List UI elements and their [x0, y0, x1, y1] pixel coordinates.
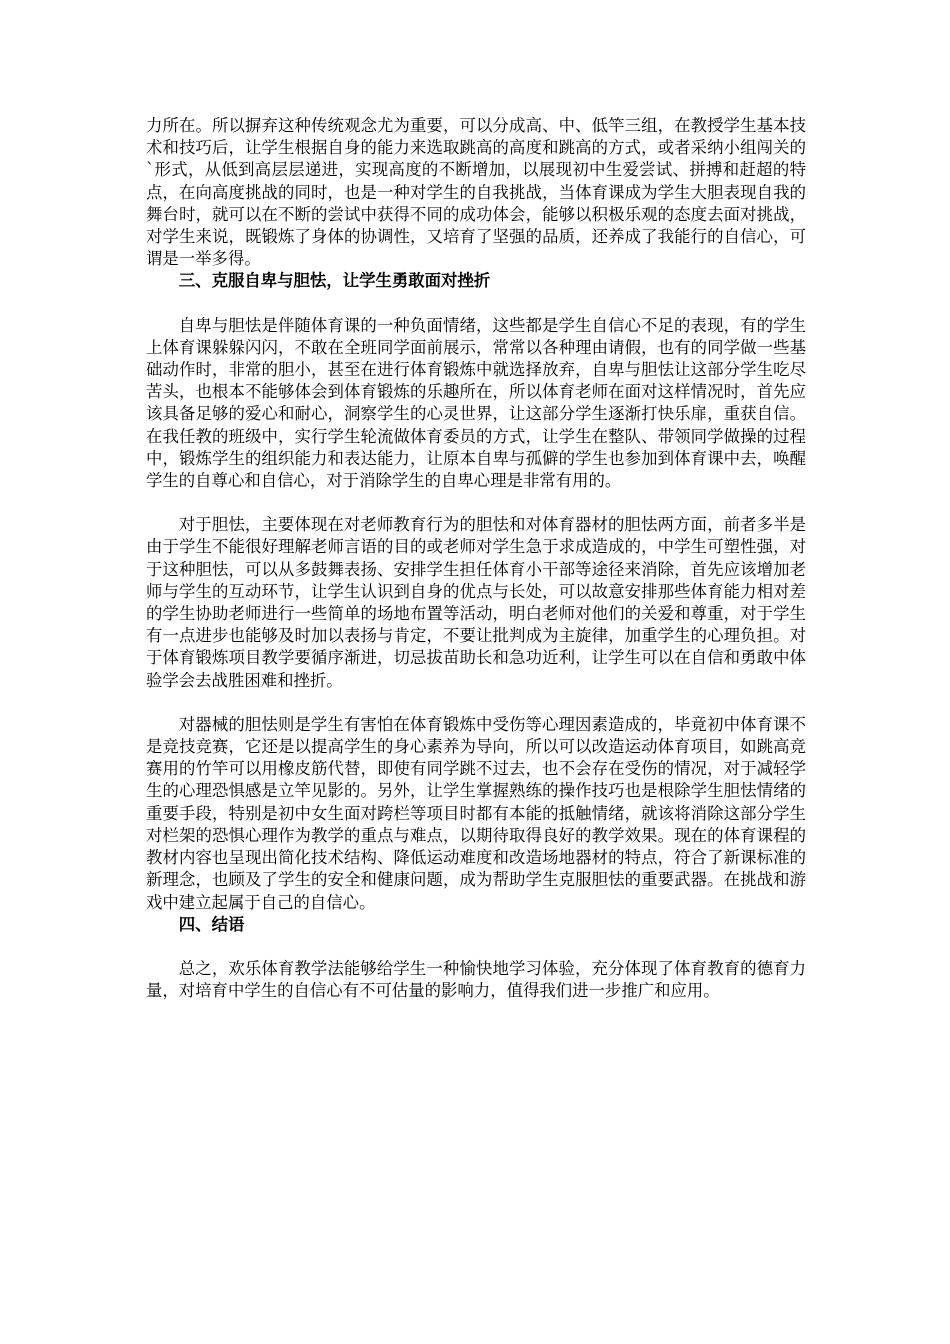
document-page	[146, 115, 806, 1002]
section-heading-3: 三、克服自卑与胆怯，让学生勇敢面对挫折	[178, 271, 491, 291]
section-heading-4: 四、结语	[178, 914, 245, 934]
body-paragraph-conclusion: 总之，欢乐体育教学法能够给学生一种愉快地学习体验，充分体现了体育教育的德育力量，对培育中学生的自信心有不可估量的影响力，值得我们进一步推广和应用。	[146, 958, 806, 1001]
body-paragraph: 自卑与胆怯是伴随体育课的一种负面情绪，这些都是学生自信心不足的表现，有的学生上体育课躲躲闪闪，不敢在全班同学面前展示，常常以各种理由请假，也有的同学做一些基础动作时，非常的胆小，甚至在进行体育锻炼中就选择放弃，自卑与胆怯让这部分学生吃尽苦头，也根本不能够体会到体育锻炼的乐趣所在，所以体育老师在面对这样情况时，首先应该具备足够的爱心和耐心，洞察学生的心灵世界，让这部分学生逐渐打快乐扉，重获自信。在我任教的班级中，实行学生轮流做体育委员的方式，让学生在整队、带领同学做操的过程中，锻炼学生的组织能力和表达能力，让原本自卑与孤僻的学生也参加到体育课中去，唤醒学生的自尊心和自信心，对于消除学生的自卑心理是非常有用的。	[146, 315, 806, 491]
body-paragraph: 对器械的胆怯则是学生有害怕在体育锻炼中受伤等心理因素造成的，毕竟初中体育课不是竞技竞赛，它还是以提高学生的身心素养为导向，所以可以改造运动体育项目，如跳高竞赛用的竹竿可以用橡皮筋代替，即使有同学跳不过去，也不会存在受伤的情况，对于减轻学生的心理恐惧感是立竿见影的。另外，让学生掌握熟练的操作技巧也是根除学生胆怯情绪的重要手段，特别是初中女生面对跨栏等项目时都有本能的抵触情绪，就该将消除这部分学生对栏架的恐惧心理作为教学的重点与难点，以期待取得良好的教学效果。现在的体育课程的教材内容也呈现出简化技术结构、降低运动难度和改造场地器材的特点，符合了新课标准的新理念，也顾及了学生的安全和健康问题，成为帮助学生克服胆怯的重要武器。在挑战和游戏中建立起属于自己的自信心。	[146, 714, 806, 912]
body-paragraph-continuation: 力所在。所以摒弃这种传统观念尤为重要，可以分成高、中、低竿三组，在教授学生基本技术和技巧后，让学生根据自身的能力来选取跳高的高度和跳高的方式，或者采纳小组闯关的`形式，从低到高层层递进，实现高度的不断增加，以展现初中生爱尝试、拼搏和赶超的特点，在向高度挑战的同时，也是一种对学生的自我挑战，当体育课成为学生大胆表现自我的舞台时，就可以在不断的尝试中获得不同的成功体会，能够以积极乐观的态度去面对挑战，对学生来说，既锻炼了身体的协调性，又培育了坚强的品质，还养成了我能行的自信心，可谓是一举多得。	[146, 116, 806, 269]
body-paragraph: 对于胆怯，主要体现在对老师教育行为的胆怯和对体育器材的胆怯两方面，前者多半是由于学生不能很好理解老师言语的目的或老师对学生急于求成造成的，中学生可塑性强，对于这种胆怯，可以从多鼓舞表扬、安排学生担任体育小干部等途径来消除，首先应该增加老师与学生的互动环节，让学生认识到自身的优点与长处，可以故意安排那些体育能力相对差的学生协助老师进行一些简单的场地布置等活动，明白老师对他们的关爱和尊重，对于学生有一点进步也能够及时加以表扬与肯定，不要让批判成为主旋律，加重学生的心理负担。对于体育锻炼项目教学要循序渐进，切忌拔苗助长和急功近利，让学生可以在自信和勇敢中体验学会去战胜困难和挫折。	[146, 515, 806, 690]
